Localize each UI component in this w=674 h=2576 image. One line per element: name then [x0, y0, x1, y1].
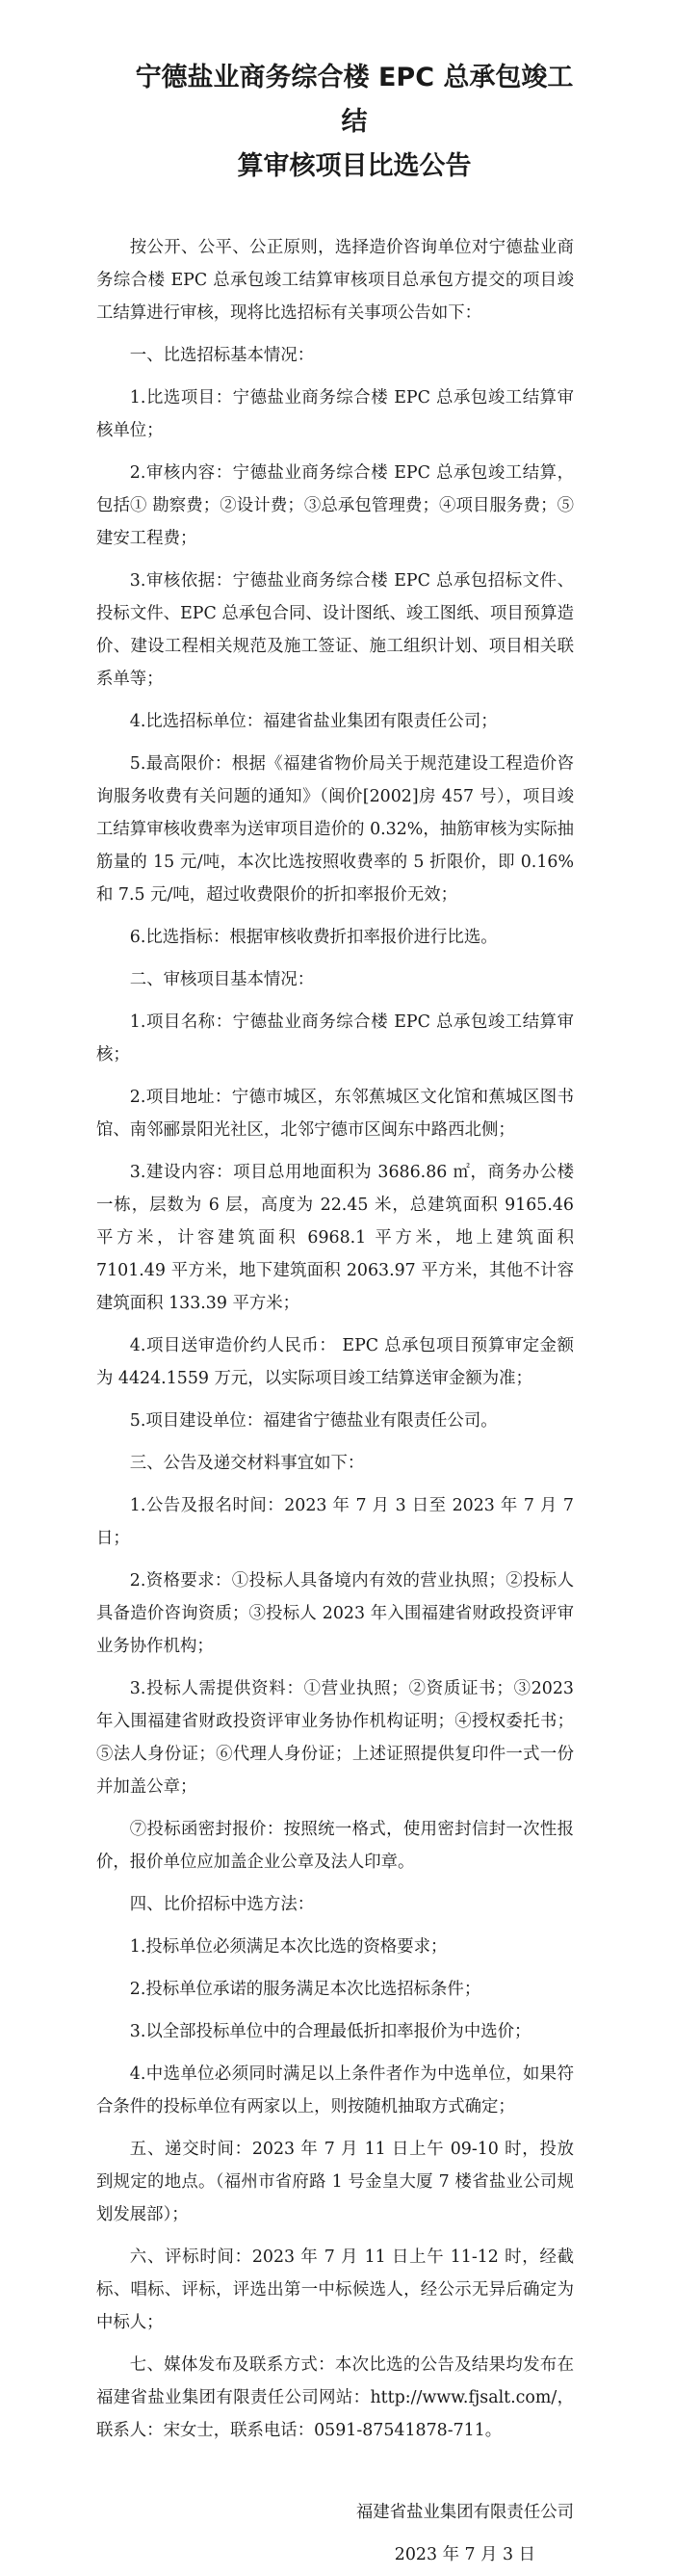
title-line-2: 算审核项目比选公告	[237, 151, 472, 181]
body-paragraph: 4.中选单位必须同时满足以上条件者作为中选单位，如果符合条件的投标单位有两家以上，则按随机抽取方式确定；	[96, 2064, 574, 2116]
body-paragraph: 2.项目地址：宁德市城区，东邻蕉城区文化馆和蕉城区图书馆、南邻郦景阳光社区，北邻宁德市区闽东中路西北侧；	[96, 1088, 574, 1140]
body-paragraph: 2.投标单位承诺的服务满足本次比选招标条件；	[129, 1980, 481, 1999]
signature-block	[96, 2491, 574, 2576]
body-paragraph: 3.以全部投标单位中的合理最低折扣率报价为中选价；	[129, 2022, 531, 2041]
section-heading-7: 七、媒体发布及联系方式：本次比选的公告及结果均发布在福建省盐业集团有限责任公司网站：http://www.fjsalt.com/，联系人：宋女士，联系电话：0591-87541878-711。	[96, 2355, 574, 2440]
announcement-body	[96, 231, 574, 2447]
body-paragraph: 4.比选招标单位：福建省盐业集团有限责任公司；	[129, 712, 498, 731]
body-paragraph: 5.最高限价：根据《福建省物价局关于规范建设工程造价咨询服务收费有关问题的通知》（闽价[2002]房 457 号），项目竣工结算审核收费率为送审项目造价的 0.32%，抽筋审核为实际抽筋量的 15 元/吨，本次比选按照收费率的 5 折限价，即 0.16%和 7.5 元/吨，超过收费限价的折扣率报价无效；	[96, 754, 574, 905]
body-paragraph: 3.投标人需提供资料：①营业执照；②资质证书；③2023 年入围福建省财政投资评审业务协作机构证明；④授权委托书；⑤法人身份证；⑥代理人身份证；上述证照提供复印件一式一份并加盖公章；	[96, 1679, 574, 1797]
body-paragraph: 3.建设内容：项目总用地面积为 3686.86 ㎡，商务办公楼一栋，层数为 6 层，高度为 22.45 米，总建筑面积 9165.46 平方米，计容建筑面积 6968.1 平方米，地上建筑面积 7101.49 平方米，地下建筑面积 2063.97 平方米，其他不计容建筑面积 133.39 平方米；	[96, 1163, 574, 1313]
body-paragraph: 1.公告及报名时间：2023 年 7 月 3 日至 2023 年 7 月 7 日；	[96, 1496, 574, 1548]
section-heading-1: 一、比选招标基本情况：	[129, 346, 315, 365]
section-heading-2: 二、审核项目基本情况：	[129, 970, 315, 989]
body-paragraph: 1.投标单位必须满足本次比选的资格要求；	[129, 1937, 448, 1957]
body-paragraph: 4.项目送审造价约人民币： EPC 总承包项目预算审定金额为 4424.1559 万元，以实际项目竣工结算送审金额为准；	[96, 1336, 574, 1388]
body-paragraph: 2.审核内容：宁德盐业商务综合楼 EPC 总承包竣工结算，包括① 勘察费；②设计费；③总承包管理费；④项目服务费；⑤建安工程费；	[96, 463, 574, 548]
body-paragraph: 1.比选项目：宁德盐业商务综合楼 EPC 总承包竣工结算审核单位；	[96, 388, 574, 440]
body-paragraph: 1.项目名称：宁德盐业商务综合楼 EPC 总承包竣工结算审核；	[96, 1012, 574, 1065]
title-line-1: 宁德盐业商务综合楼 EPC 总承包竣工结	[135, 63, 574, 137]
issuing-organization: 福建省盐业集团有限责任公司	[355, 2503, 574, 2522]
page-title	[96, 56, 574, 189]
body-paragraph: 5.项目建设单位：福建省宁德盐业有限责任公司。	[129, 1411, 498, 1431]
body-paragraph: 3.审核依据：宁德盐业商务综合楼 EPC 总承包招标文件、投标文件、EPC 总承包合同、设计图纸、竣工图纸、项目预算造价、建设工程相关规范及施工签证、施工组织计划、项目相关联系单等；	[96, 571, 574, 689]
section-heading-5: 五、递交时间：2023 年 7 月 11 日上午 09-10 时，投放到规定的地点。（福州市省府路 1 号金皇大厦 7 楼省盐业公司规划发展部）；	[96, 2140, 574, 2224]
intro-paragraph: 按公开、公平、公正原则，选择造价咨询单位对宁德盐业商务综合楼 EPC 总承包竣工结算审核项目总承包方提交的项目竣工结算进行审核，现将比选招标有关事项公告如下：	[96, 238, 574, 323]
section-heading-3: 三、公告及递交材料事宜如下：	[129, 1454, 365, 1473]
issue-date: 2023 年 7 月 3 日	[394, 2545, 535, 2564]
body-paragraph: 6.比选指标：根据审核收费折扣率报价进行比选。	[129, 928, 498, 947]
section-heading-6: 六、评标时间：2023 年 7 月 11 日上午 11-12 时，经截标、唱标、评标，评选出第一中标候选人，经公示无异后确定为中标人；	[96, 2247, 574, 2332]
body-paragraph: ⑦投标函密封报价：按照统一格式，使用密封信封一次性报价，报价单位应加盖企业公章及法人印章。	[96, 1820, 574, 1872]
body-paragraph: 2.资格要求：①投标人具备境内有效的营业执照；②投标人具备造价咨询资质；③投标人 2023 年入围福建省财政投资评审业务协作机构；	[96, 1571, 574, 1656]
section-heading-4: 四、比价招标中选方法：	[129, 1895, 315, 1914]
